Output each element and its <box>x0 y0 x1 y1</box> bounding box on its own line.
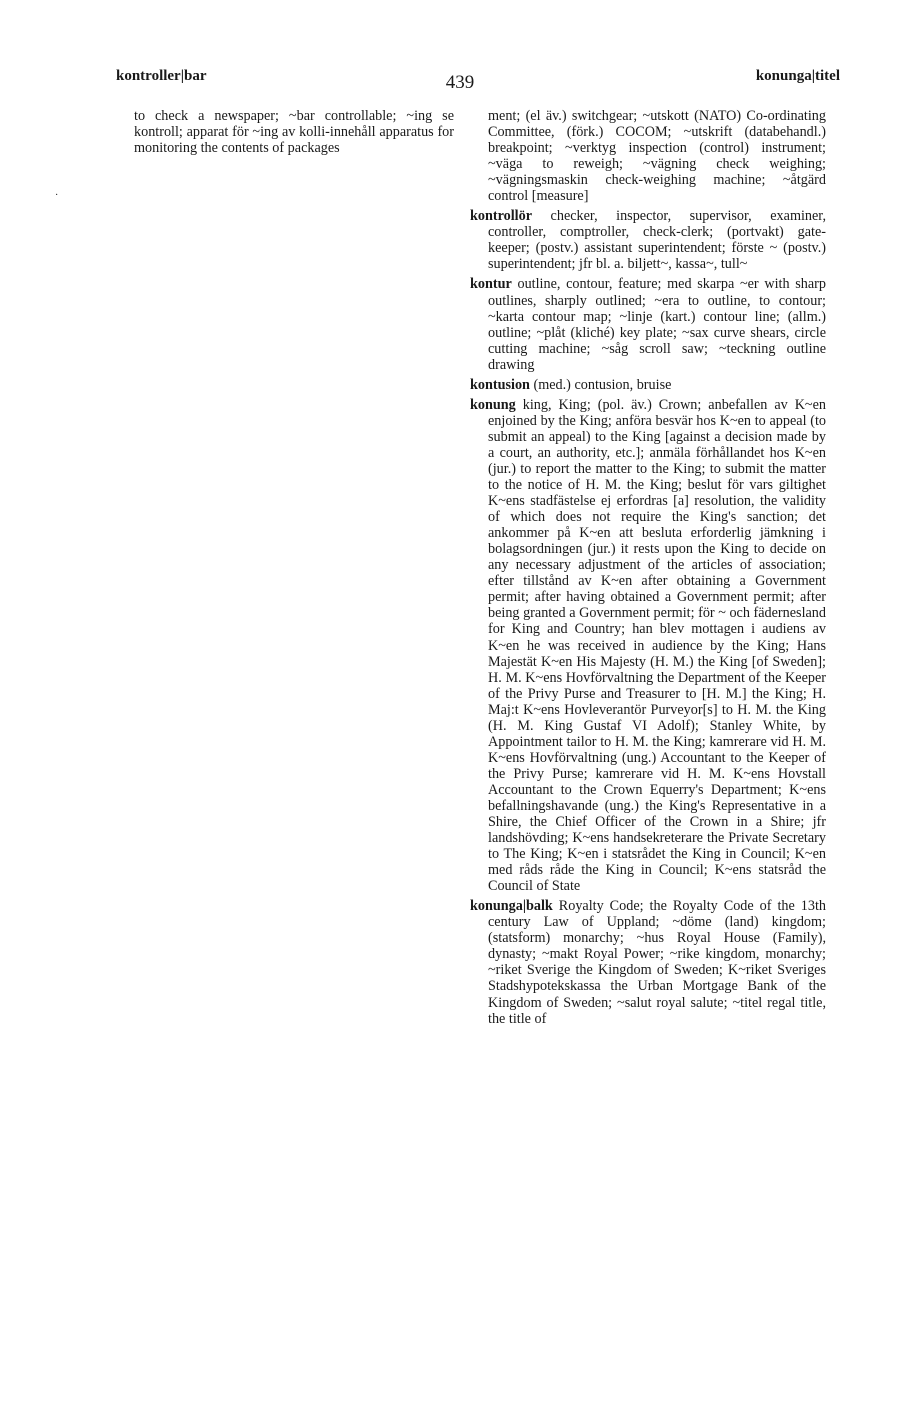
entry-text: to check a newspaper; ~bar controllable; ~ing se kontroll; apparat för ~ing av kolli-innehåll apparatus for monitoring the contents of packages <box>134 108 454 157</box>
left-column <box>116 108 454 160</box>
entry-headword: konung <box>470 396 516 413</box>
dictionary-entry <box>470 276 826 372</box>
entry-text: checker, inspector, supervisor, examiner, controller, comptroller, check-clerk; (portvakt) gate-keeper; (postv.) assistant superintendent; förste ~ (postv.) superintendent; jfr bl. a. biljett~, kassa~, tull~ <box>488 208 827 273</box>
entry-headword: kontrollör <box>470 208 533 225</box>
dictionary-entry <box>470 208 826 272</box>
entry-text: king, King; (pol. äv.) Crown; anbefallen av K~en enjoined by the King; anföra besvär hos K~en to appeal (to submit an appeal) to the King [against a decision made by a court, an authority, etc.]; anmäla förhållandet hos K~en (jur.) to report the matter to the King; to submit the matter to the notice of H. M. the King; beslut för vars giltighet K~ens stadfästelse ej erfordras [a] resolution, the validity of which does not require the King's sanction; det ankommer på K~en att besluta erforderlig jämkning i bolagsordningen (jur.) it rests upon the King to decide on any necessary adjustment of the articles of association; efter tillstånd av K~en after obtaining a Government permit; after having obtained a Government permit; after being granted a Government permit; för ~ och fädernesland for King and Country; han blev mottagen i audiens av K~en he was received in audience by the King; Hans Majestät K~en His Majesty (H. M.) the King [of Sweden]; H. M. K~ens Hovförvaltning the Department of the Keeper of the Privy Purse and Treasurer to [H. M.] the King; H. Maj:t K~ens Hovleverantör Purveyor[s] to H. M. the King (H. M. King Gustaf VI Adolf); Stanley White, by Appointment tailor to H. M. the King; kamrerare vid H. M. K~ens Hovförvaltning (ung.) Accountant to the Keeper of the Privy Purse; kamrerare vid H. M. K~ens Hovstall Accountant to the Crown Equerry's Department; K~ens befallningshavande (ung.) the King's Representative in a Shire, the Chief Officer of the Crown in a Shire; jfr landshövding; K~ens handsekreterare the Private Secretary to The King; K~en i statsrådet the King in Council; K~en med råds råde the King in Council; K~ens statsråd the Council of State <box>488 396 827 895</box>
left-guide-word: kontroller|bar <box>116 68 207 84</box>
dictionary-entry <box>470 108 826 204</box>
dictionary-entry <box>470 377 826 393</box>
dictionary-entry <box>470 397 826 894</box>
entry-text: Royalty Code; the Royalty Code of the 13th century Law of Uppland; ~döme (land) kingdom; (statsform) monarchy; ~hus Royal House (Family), dynasty; ~makt Royal Power; ~rike kingdom, monarchy; ~riket Sverige the Kingdom of Sweden; K~riket Sveriges Stadshypotekskassa the Urban Mortgage Bank of the Kingdom of Sweden; ~salut royal salute; ~titel regal title, the title of <box>488 898 826 1027</box>
dictionary-entry <box>470 898 826 1026</box>
dictionary-entry <box>116 108 454 156</box>
entry-text: (med.) contusion, bruise <box>533 376 672 393</box>
right-column <box>470 108 826 1031</box>
entry-text: outline, contour, feature; med skarpa ~er with sharp outlines, sharply outlined; ~era to outline, to contour; ~karta contour map; ~linje (kart.) contour line; (allm.) outline; ~plåt (kliché) key plate; ~sax curve shears, circle cutting machine; ~såg scroll saw; ~teckning outline drawing <box>488 276 826 373</box>
page-number: 439 <box>445 72 475 93</box>
entry-headword: kontur <box>470 276 512 293</box>
entry-headword: kontusion <box>470 376 530 393</box>
stray-mark: · <box>55 190 59 201</box>
page-header <box>0 68 920 98</box>
right-guide-word: konunga|titel <box>755 68 840 84</box>
entry-headword: konunga|balk <box>470 898 553 915</box>
entry-text: ment; (el äv.) switchgear; ~utskott (NATO) Co-ordinating Committee, (förk.) COCOM; ~utskrift (databehandl.) breakpoint; ~verktyg inspection (control) instrument; ~väga to reweigh; ~vägning check weighing; ~vägningsmaskin check-weighing machine; ~åtgärd control [measure] <box>488 108 826 205</box>
